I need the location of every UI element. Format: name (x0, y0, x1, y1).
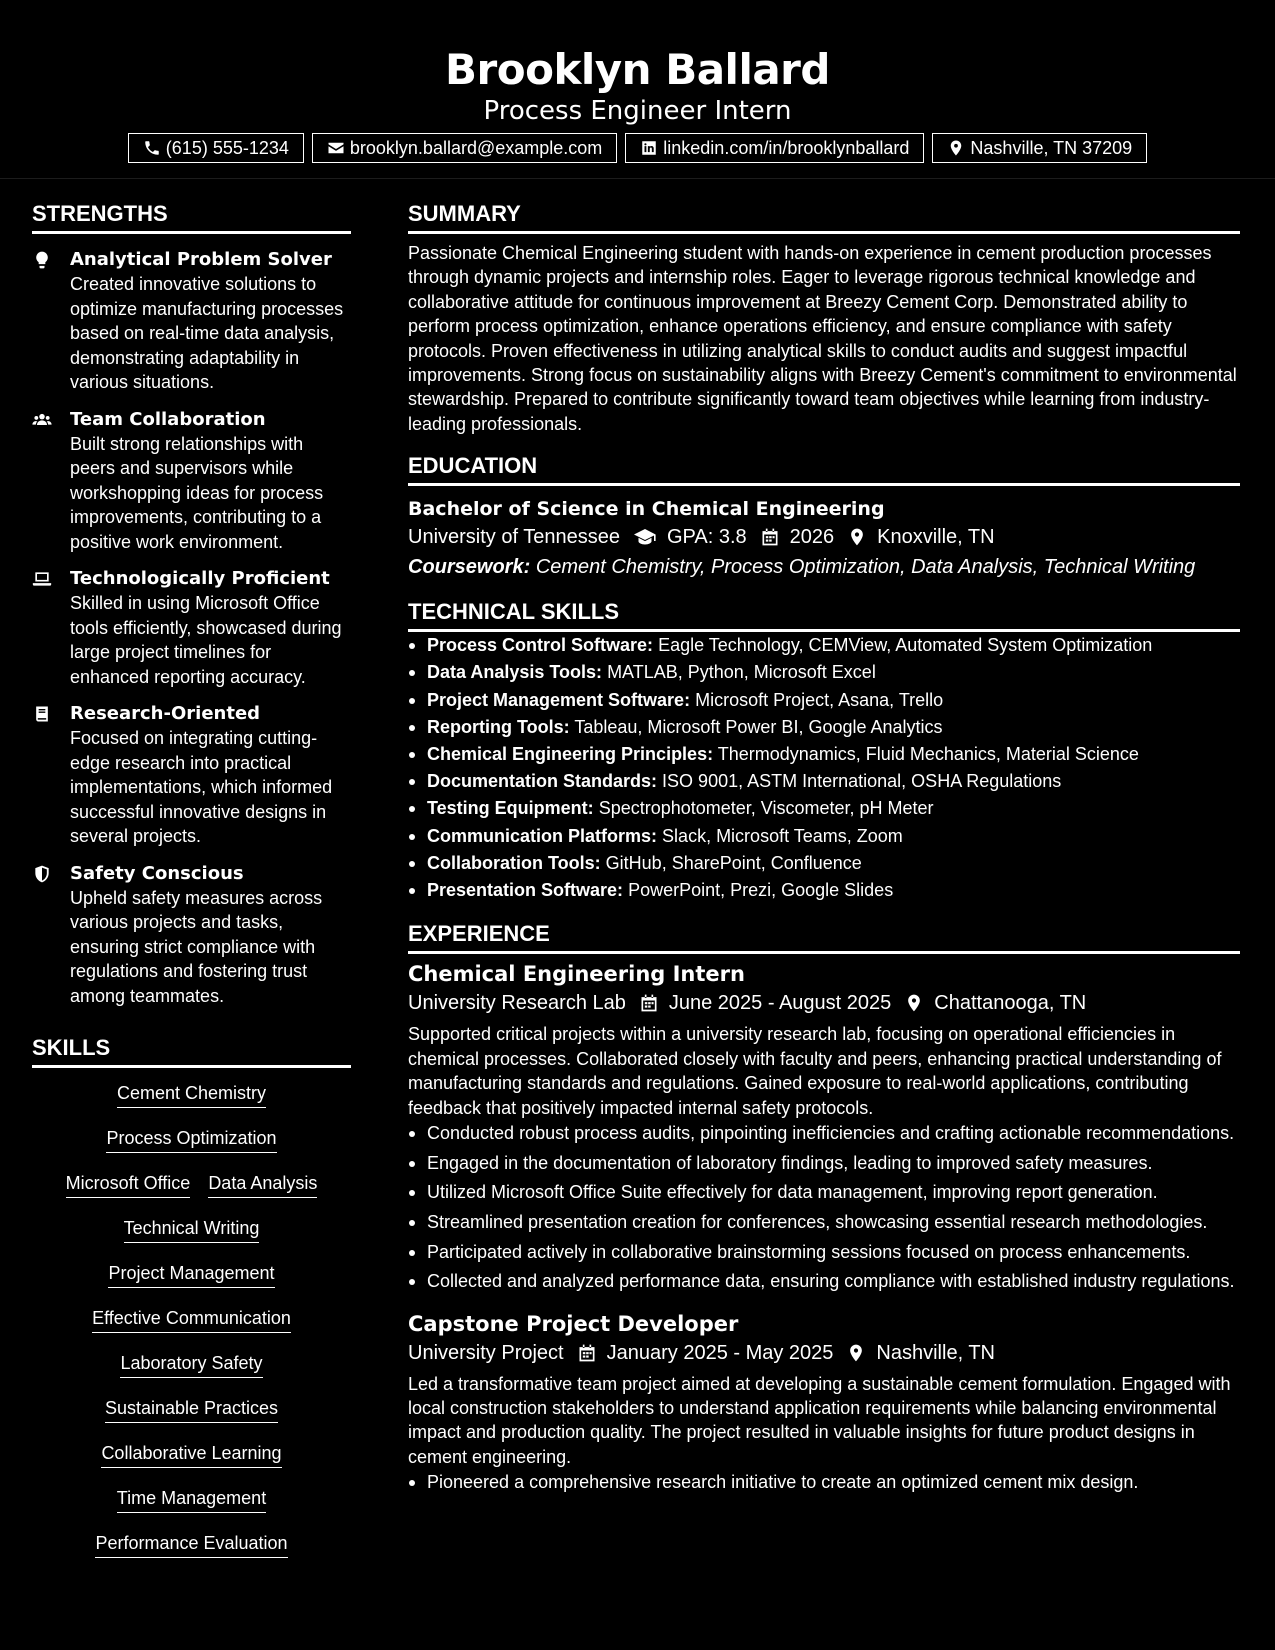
experience-entry (408, 1310, 1240, 1497)
job-bullets (408, 1120, 1240, 1296)
job-location: Chattanooga, TN (934, 992, 1087, 1015)
contact-bar (0, 133, 1275, 163)
book-icon (32, 701, 70, 849)
contact-linkedin-text: linkedin.com/in/brooklynballard (663, 137, 910, 158)
list-item: Presentation Software: PowerPoint, Prezi, Google Slides (408, 877, 1240, 904)
list-item: Utilized Microsoft Office Suite effectively for data management, improving report generation. (408, 1179, 1240, 1206)
technical-skills-list (408, 632, 1240, 904)
summary-text: Passionate Chemical Engineering student with hands-on experience in cement production processes through dynamic projects and internship roles. Eager to leverage rigorous technical knowledge and collaborative attitude for continuous improvement at Breezy Cement Corp. Demonstrated ability to perform process optimization, enhance operations efficiency, and ensure compliance with safety protocols. Proven effectiveness in utilizing analytical skills to conduct audits and suggest impactful improvements. Strong focus on sustainability aligns with Breezy Cement's commitment to environmental stewardship. Prepared to contribute significantly toward team objectives while learning from industry-leading professionals. (408, 243, 1237, 434)
lightbulb-icon (32, 247, 70, 395)
strength-description: Skilled in using Microsoft Office tools efficiently, showcased during large project timelines for enhanced reporting accuracy. (70, 593, 342, 687)
contact-linkedin[interactable] (625, 133, 924, 163)
job-location: Nashville, TN (876, 1341, 995, 1364)
job-organization: University Project (408, 1341, 564, 1364)
phone-icon (143, 139, 161, 157)
strength-title: Safety Conscious (70, 862, 244, 884)
contact-phone-text: (615) 555-1234 (165, 137, 289, 158)
contact-location[interactable] (932, 133, 1147, 163)
experience-heading: EXPERIENCE (408, 918, 1240, 954)
calendar-icon (626, 993, 669, 1013)
map-pin-icon (947, 139, 965, 157)
calendar-icon (747, 527, 790, 547)
map-pin-icon (834, 527, 877, 547)
list-item: Documentation Standards: ISO 9001, ASTM International, OSHA Regulations (408, 768, 1240, 795)
skill-tag: Microsoft Office (66, 1172, 191, 1198)
job-description: Supported critical projects within a university research lab, focusing on operational efficiencies in chemical processes. Collaborated closely with faculty and peers, enhancing practical understanding of manufacturing standards and regulations. Gained exposure to real-world applications, contributing feedback that positively impacted internal safety protocols. (408, 1024, 1222, 1118)
job-organization: University Research Lab (408, 992, 626, 1015)
list-item: Chemical Engineering Principles: Thermodynamics, Fluid Mechanics, Material Science (408, 741, 1240, 768)
strength-item (32, 247, 351, 395)
school-name: University of Tennessee (408, 526, 620, 549)
degree-title: Bachelor of Science in Chemical Engineering (408, 498, 885, 521)
graduation-cap-icon (620, 525, 667, 549)
list-item: Engaged in the documentation of laboratory findings, leading to improved safety measures. (408, 1150, 1240, 1177)
job-title: Chemical Engineering Intern (408, 962, 745, 987)
strength-item (32, 861, 351, 1009)
strength-description: Built strong relationships with peers and supervisors while workshopping ideas for process improvements, contributing to a positive work environment. (70, 433, 324, 552)
skill-tag: Sustainable Practices (105, 1397, 278, 1423)
technical-skills-heading: TECHNICAL SKILLS (408, 596, 1240, 632)
job-meta (408, 988, 1240, 1018)
envelope-icon (327, 139, 345, 157)
strength-title: Research-Oriented (70, 703, 261, 724)
skill-tag: Cement Chemistry (117, 1082, 266, 1108)
shield-icon (32, 861, 70, 1009)
coursework-list: Cement Chemistry, Process Optimization, Data Analysis, Technical Writing (535, 556, 1196, 579)
map-pin-icon (833, 1343, 876, 1363)
contact-phone[interactable] (128, 133, 304, 163)
list-item: Collected and analyzed performance data, ensuring compliance with established industry regulations. (408, 1268, 1240, 1295)
strength-title: Team Collaboration (70, 408, 266, 430)
strength-description: Focused on integrating cutting-edge research into practical implementations, which informed successful innovative designs in several projects. (70, 728, 333, 846)
job-bullets (408, 1469, 1240, 1496)
skill-tag: Collaborative Learning (101, 1442, 281, 1468)
skill-tag: Project Management (108, 1262, 274, 1288)
experience-entry (408, 960, 1240, 1295)
coursework-label: Coursework: (408, 556, 531, 579)
skill-tag: Time Management (117, 1487, 266, 1513)
contact-location-text: Nashville, TN 37209 (970, 137, 1133, 158)
job-meta (408, 1338, 1240, 1368)
strength-item (32, 701, 351, 849)
strength-title: Analytical Problem Solver (70, 249, 332, 270)
users-icon (32, 407, 70, 555)
graduation-year: 2026 (789, 526, 835, 549)
strengths-list (32, 247, 351, 1008)
job-dates: June 2025 - August 2025 (668, 992, 892, 1015)
job-title: Capstone Project Developer (408, 1311, 739, 1336)
education-heading: EDUCATION (408, 450, 1240, 486)
education-meta (408, 522, 1240, 552)
list-item: Process Control Software: Eagle Technology, CEMView, Automated System Optimization (408, 632, 1240, 659)
strength-item (32, 407, 351, 555)
strength-description: Created innovative solutions to optimize manufacturing processes based on real-time data analysis, demonstrating adaptability in various situations. (70, 274, 344, 392)
list-item: Reporting Tools: Tableau, Microsoft Power BI, Google Analytics (408, 714, 1240, 741)
laptop-icon (32, 566, 70, 689)
summary-heading: SUMMARY (408, 198, 1240, 234)
list-item: Testing Equipment: Spectrophotometer, Viscometer, pH Meter (408, 795, 1240, 822)
skill-tag: Performance Evaluation (95, 1532, 287, 1558)
list-item: Collaboration Tools: GitHub, SharePoint, Confluence (408, 850, 1240, 877)
school-location: Knoxville, TN (877, 526, 995, 549)
candidate-name: Brooklyn Ballard (445, 45, 830, 94)
skill-tag: Effective Communication (92, 1307, 291, 1333)
list-item: Project Management Software: Microsoft Project, Asana, Trello (408, 687, 1240, 714)
left-column (32, 198, 351, 1577)
coursework (408, 552, 1240, 582)
contact-email[interactable] (312, 133, 617, 163)
job-dates: January 2025 - May 2025 (606, 1341, 834, 1364)
candidate-title: Process Engineer Intern (483, 96, 792, 126)
list-item: Pioneered a comprehensive research initiative to create an optimized cement mix design. (408, 1469, 1240, 1496)
list-item: Communication Platforms: Slack, Microsoft Teams, Zoom (408, 823, 1240, 850)
strength-description: Upheld safety measures across various projects and tasks, ensuring strict compliance with regulations and fostering trust among teammates. (70, 887, 323, 1006)
skill-tag: Technical Writing (124, 1217, 260, 1243)
list-item: Streamlined presentation creation for conferences, showcasing essential research methodologies. (408, 1209, 1240, 1236)
job-description: Led a transformative team project aimed at developing a sustainable cement formulation. Engaged with local construction stakeholders to understand application requirements while balancing environmental impact and production quality. The project resulted in valuable insights for future product designs in cement engineering. (408, 1373, 1231, 1467)
map-pin-icon (891, 993, 934, 1013)
linkedin-icon (640, 139, 658, 157)
list-item: Participated actively in collaborative brainstorming sessions focused on process enhancements. (408, 1239, 1240, 1266)
right-column (408, 198, 1240, 1499)
list-item: Conducted robust process audits, pinpointing inefficiencies and crafting actionable recommendations. (408, 1120, 1240, 1147)
skill-tag: Data Analysis (208, 1172, 317, 1198)
skill-tag: Process Optimization (106, 1127, 276, 1153)
gpa: GPA: 3.8 (666, 526, 747, 549)
strength-title: Technologically Proficient (70, 568, 330, 589)
contact-email-text: brooklyn.ballard@example.com (349, 137, 603, 158)
strengths-heading: STRENGTHS (32, 198, 351, 234)
list-item: Data Analysis Tools: MATLAB, Python, Microsoft Excel (408, 659, 1240, 686)
strength-item (32, 566, 351, 689)
resume-header (0, 0, 1275, 179)
calendar-icon (564, 1343, 607, 1363)
skills-heading: SKILLS (32, 1032, 351, 1068)
skill-tags (32, 1068, 351, 1577)
skill-tag: Laboratory Safety (120, 1352, 262, 1378)
